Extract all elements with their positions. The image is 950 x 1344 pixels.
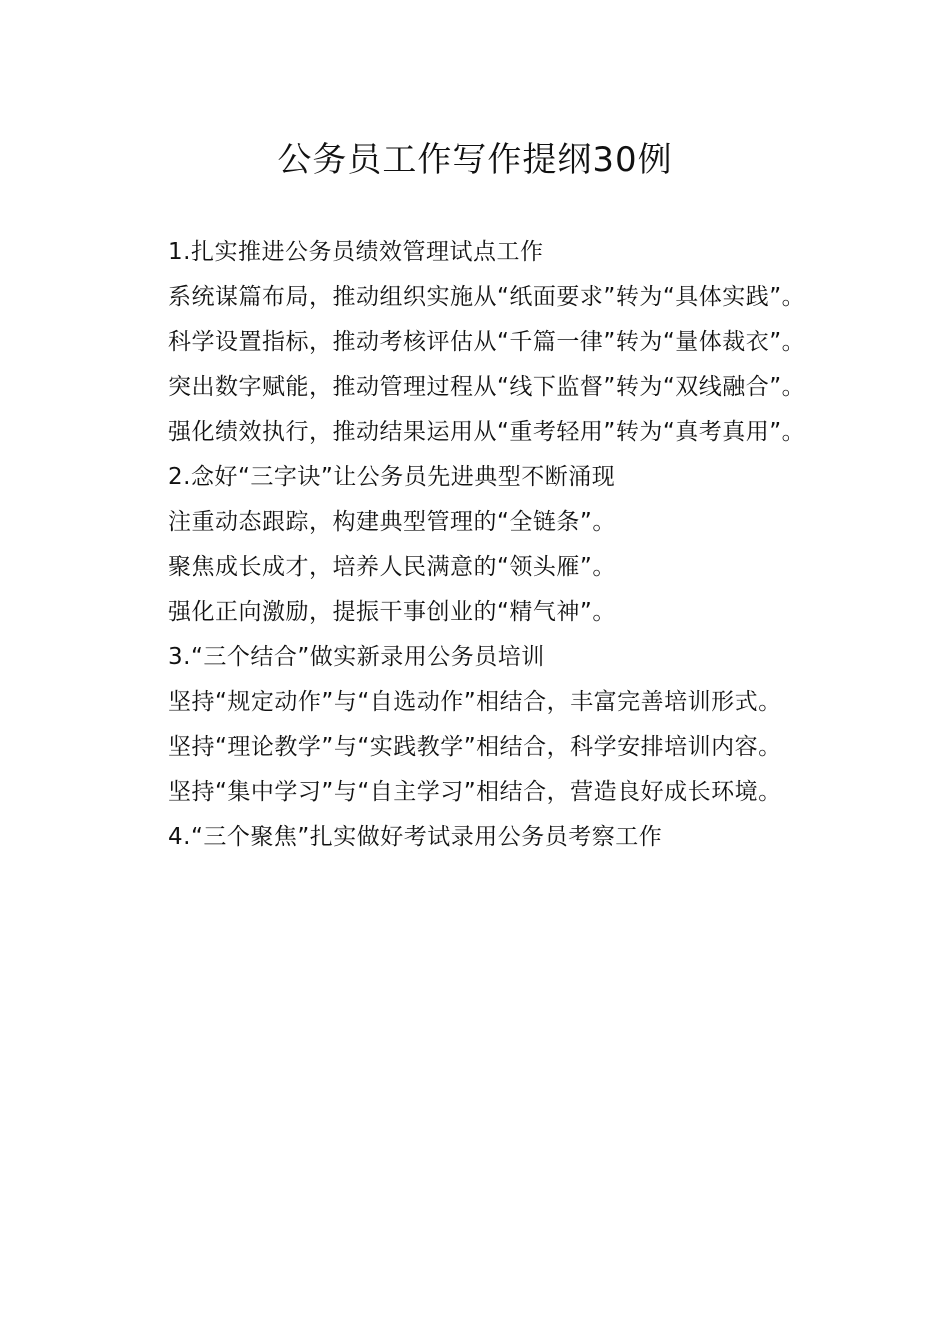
- paragraph: 坚持“规定动作”与“自选动作”相结合，丰富完善培训形式。: [168, 689, 782, 715]
- paragraph: 聚焦成长成才，培养人民满意的“领头雁”。: [168, 554, 616, 580]
- heading-2: 2.念好“三字诀”让公务员先进典型不断涌现: [168, 464, 616, 490]
- paragraph: 坚持“理论教学”与“实践教学”相结合，科学安排培训内容。: [168, 734, 782, 760]
- paragraph: 强化正向激励，提振干事创业的“精气神”。: [168, 599, 616, 625]
- heading-3: 3.“三个结合”做实新录用公务员培训: [168, 644, 545, 670]
- paragraph: 系统谋篇布局，推动组织实施从“纸面要求”转为“具体实践”。: [168, 284, 806, 310]
- paragraph: 强化绩效执行，推动结果运用从“重考轻用”转为“真考真用”。: [168, 419, 806, 445]
- paragraph: 科学设置指标，推动考核评估从“千篇一律”转为“量体裁衣”。: [168, 329, 806, 355]
- document-title: 公务员工作写作提纲30例: [277, 140, 673, 180]
- heading-1: 1.扎实推进公务员绩效管理试点工作: [168, 239, 544, 265]
- paragraph: 注重动态跟踪，构建典型管理的“全链条”。: [168, 509, 616, 535]
- document-body: [118, 230, 826, 860]
- paragraph: 坚持“集中学习”与“自主学习”相结合，营造良好成长环境。: [168, 779, 782, 805]
- heading-4: 4.“三个聚焦”扎实做好考试录用公务员考察工作: [168, 824, 663, 850]
- paragraph: 突出数字赋能，推动管理过程从“线下监督”转为“双线融合”。: [168, 374, 806, 400]
